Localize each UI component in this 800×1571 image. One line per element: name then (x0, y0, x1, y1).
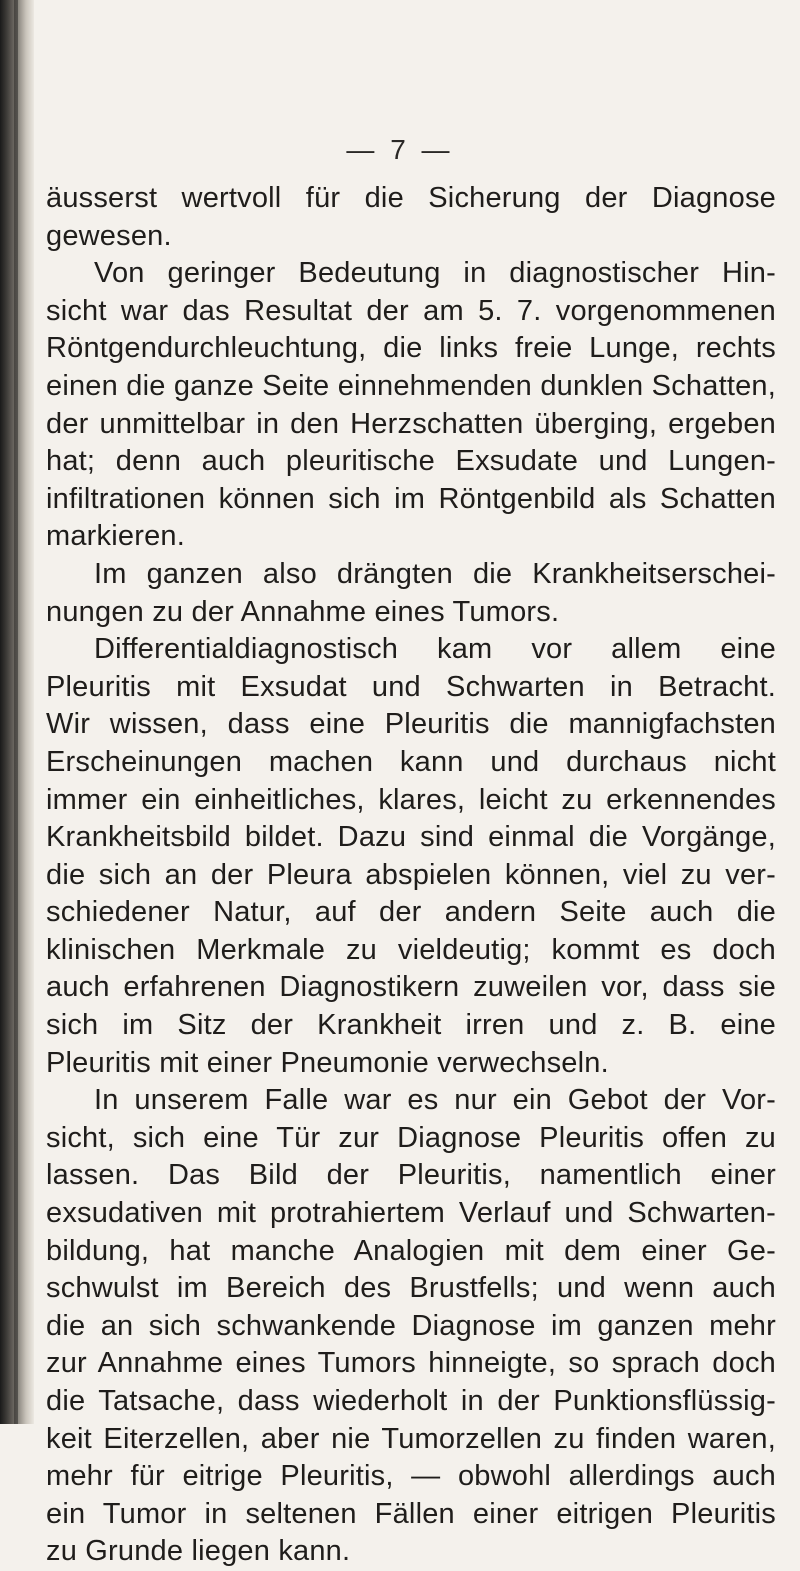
binding-shadow (14, 0, 18, 1424)
text-line: mehr für eitrige Pleuritis, — obwohl allerdings auch (46, 1460, 776, 1493)
text-line: die an sich schwankende Diagnose im ganzen mehr (46, 1309, 776, 1342)
text-line: Pleuritis mit Exsudat und Schwarten in Betracht. (46, 670, 776, 703)
text-line: die Tatsache, dass wiederholt in der Punktionsflüssig- (46, 1385, 776, 1417)
text-line: bildung, hat manche Analogien mit dem einer Ge- (46, 1234, 776, 1267)
text-line: Wir wissen, dass eine Pleuritis die mannigfachsten (46, 708, 776, 741)
text-line: Von geringer Bedeutung in diagnostischer Hin- (94, 257, 776, 290)
text-line: keit Eiterzellen, aber nie Tumorzellen zu finden waren, (46, 1422, 776, 1455)
text-line: Im ganzen also drängten die Krankheitserschei- (94, 557, 776, 590)
text-line: infiltrationen können sich im Röntgenbild als Schatten (46, 482, 776, 515)
text-line: sich im Sitz der Krankheit irren und z. B. eine (46, 1009, 776, 1042)
page-number: — 7 — (346, 134, 454, 165)
text-line: lassen. Das Bild der Pleuritis, namentlich einer (46, 1159, 776, 1192)
text-line: In unserem Falle war es nur ein Gebot der Vor- (94, 1084, 776, 1117)
text-line: hat; denn auch pleuritische Exsudate und Lungen- (46, 445, 776, 478)
text-line: immer ein einheitliches, klares, leicht zu erkennendes (46, 783, 776, 816)
text-line: exsudativen mit protrahiertem Verlauf und Schwarten- (46, 1197, 776, 1230)
text-line: äusserst wertvoll für die Sicherung der Diagnose (46, 182, 776, 214)
text-line: nungen zu der Annahme eines Tumors. (46, 595, 560, 628)
text-line: ein Tumor in seltenen Fällen einer eitrigen Pleuritis (46, 1497, 776, 1530)
text-line: Pleuritis mit einer Pneumonie verwechseln. (46, 1046, 609, 1079)
text-line: Erscheinungen machen kann und durchaus nicht (46, 745, 776, 778)
text-line: Differentialdiagnostisch kam vor allem eine (94, 633, 776, 666)
text-line: gewesen. (46, 219, 172, 252)
text-line: die sich an der Pleura abspielen können, viel zu ver- (46, 858, 776, 891)
text-line: auch erfahrenen Diagnostikern zuweilen vor, dass sie (46, 971, 776, 1004)
body-text (46, 180, 776, 1571)
text-line: schiedener Natur, auf der andern Seite auch die (46, 896, 776, 929)
text-line: klinischen Merkmale zu vieldeutig; kommt es doch (46, 933, 776, 966)
text-line: einen die ganze Seite einnehmenden dunklen Schatten, (46, 369, 776, 402)
text-line: Krankheitsbild bildet. Dazu sind einmal die Vorgänge, (46, 821, 776, 854)
text-line: zu Grunde liegen kann. (46, 1535, 351, 1568)
text-line: zur Annahme eines Tumors hinneigte, so sprach doch (46, 1347, 776, 1380)
text-line: markieren. (46, 520, 185, 553)
text-line: sicht, sich eine Tür zur Diagnose Pleuritis offen zu (46, 1121, 776, 1154)
text-line: sicht war das Resultat der am 5. 7. vorgenommenen (46, 294, 776, 327)
text-line: schwulst im Bereich des Brustfells; und wenn auch (46, 1272, 776, 1305)
text-line: Röntgendurchleuchtung, die links freie Lunge, rechts (46, 332, 776, 365)
text-line: der unmittelbar in den Herzschatten überging, ergeben (46, 407, 776, 440)
